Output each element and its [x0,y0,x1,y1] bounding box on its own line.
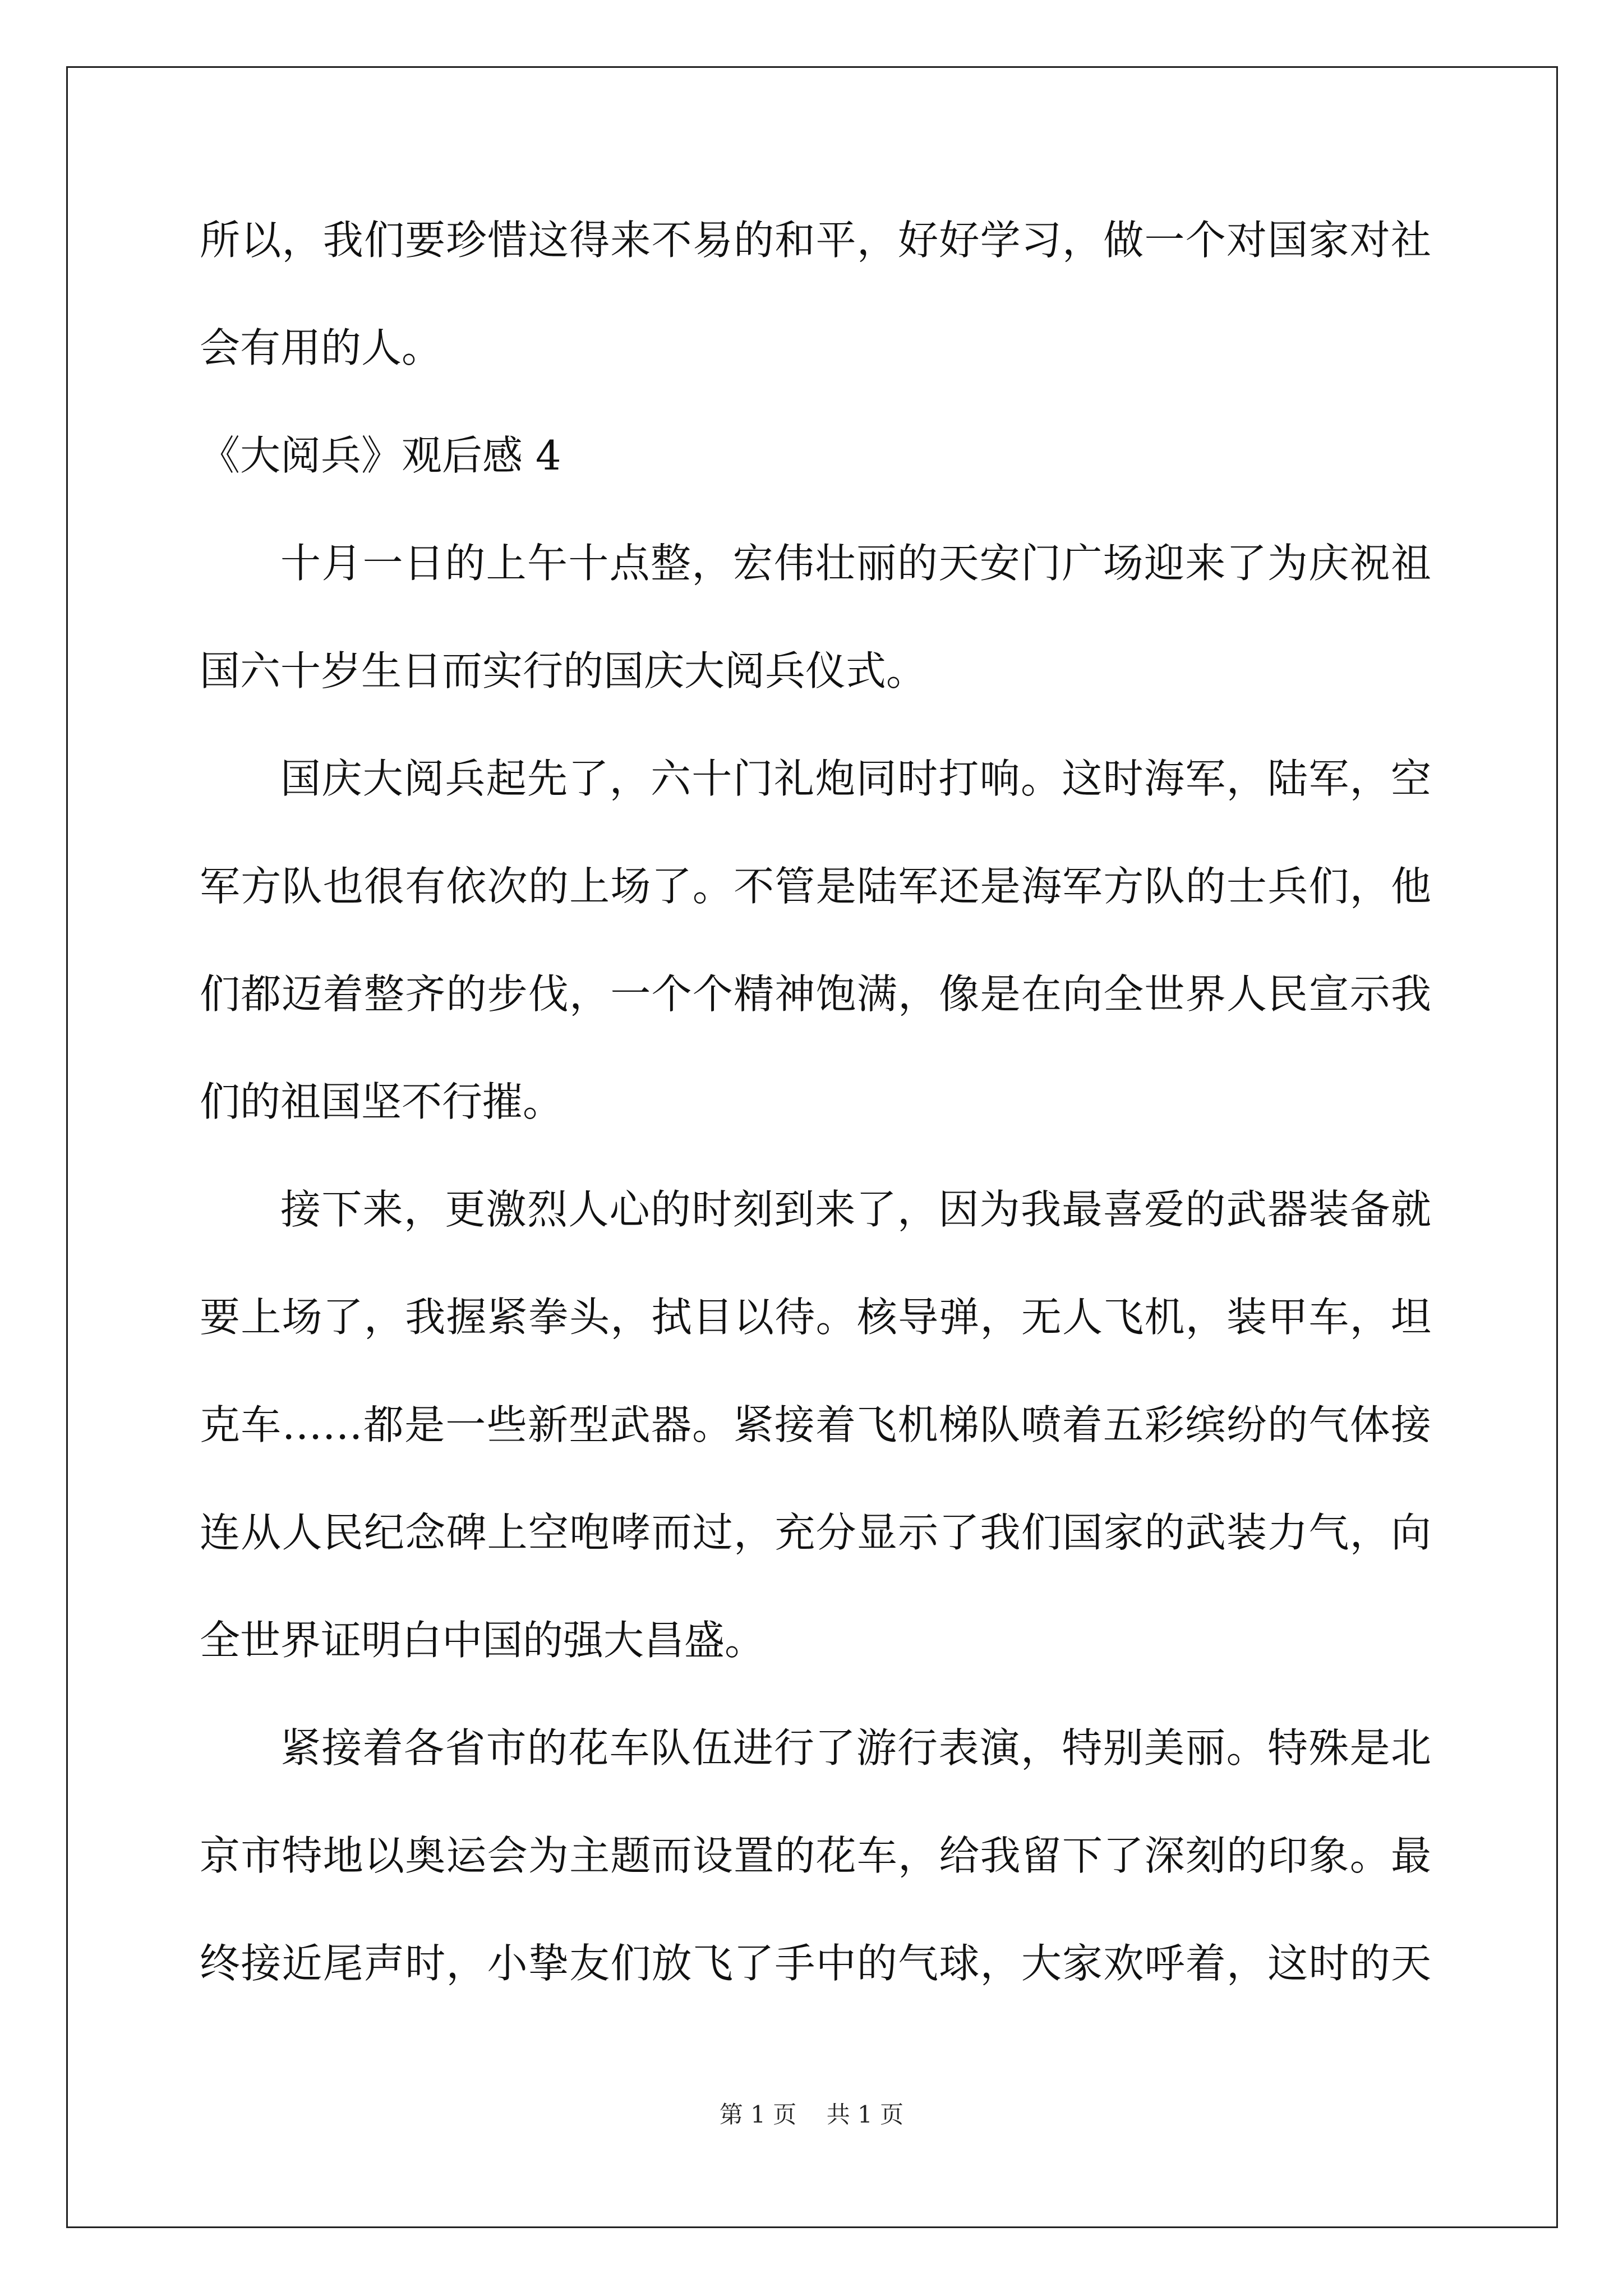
page-footer: 第 1 页 共 1 页 [719,2101,904,2128]
text-line: 国六十岁生日而实行的国庆大阅兵仪式。 [200,647,927,694]
text-line: 克车……都是一些新型武器。紧接着飞机梯队喷着五彩缤纷的气体接 [200,1401,1431,1448]
text-line: 京市特地以奥运会为主题而设置的花车，给我留下了深刻的印象。最 [200,1832,1431,1879]
text-line: 们都迈着整齐的步伐，一个个精神饱满，像是在向全世界人民宣示我 [200,970,1431,1018]
text-line: 要上场了，我握紧拳头，拭目以待。核导弹，无人飞机，装甲车，坦 [200,1294,1431,1341]
text-line: 所以，我们要珍惜这得来不易的和平，好好学习，做一个对国家对社 [200,217,1431,264]
text-line: 接下来，更激烈人心的时刻到来了，因为我最喜爱的武器装备就 [280,1186,1431,1233]
text-line: 全世界证明白中国的强大昌盛。 [200,1617,766,1664]
text-line: 会有用的人。 [200,324,442,371]
text-line: 国庆大阅兵起先了，六十门礼炮同时打响。这时海军，陆军，空 [280,755,1431,802]
text-line: 终接近尾声时，小挚友们放飞了手中的气球，大家欢呼着，这时的天 [200,1940,1431,1987]
text-line: 连从人民纪念碑上空咆哮而过，充分显示了我们国家的武装力气，向 [200,1509,1431,1556]
text-line: 军方队也很有依次的上场了。不管是陆军还是海军方队的士兵们，他 [200,863,1431,910]
text-line: 紧接着各省市的花车队伍进行了游行表演，特别美丽。特殊是北 [280,1724,1431,1772]
text-line: 们的祖国坚不行摧。 [200,1078,564,1125]
text-line: 十月一日的上午十点整，宏伟壮丽的天安门广场迎来了为庆祝祖 [280,540,1431,587]
document-body [200,213,1431,2044]
section-heading: 《大阅兵》观后感 4 [200,432,561,479]
